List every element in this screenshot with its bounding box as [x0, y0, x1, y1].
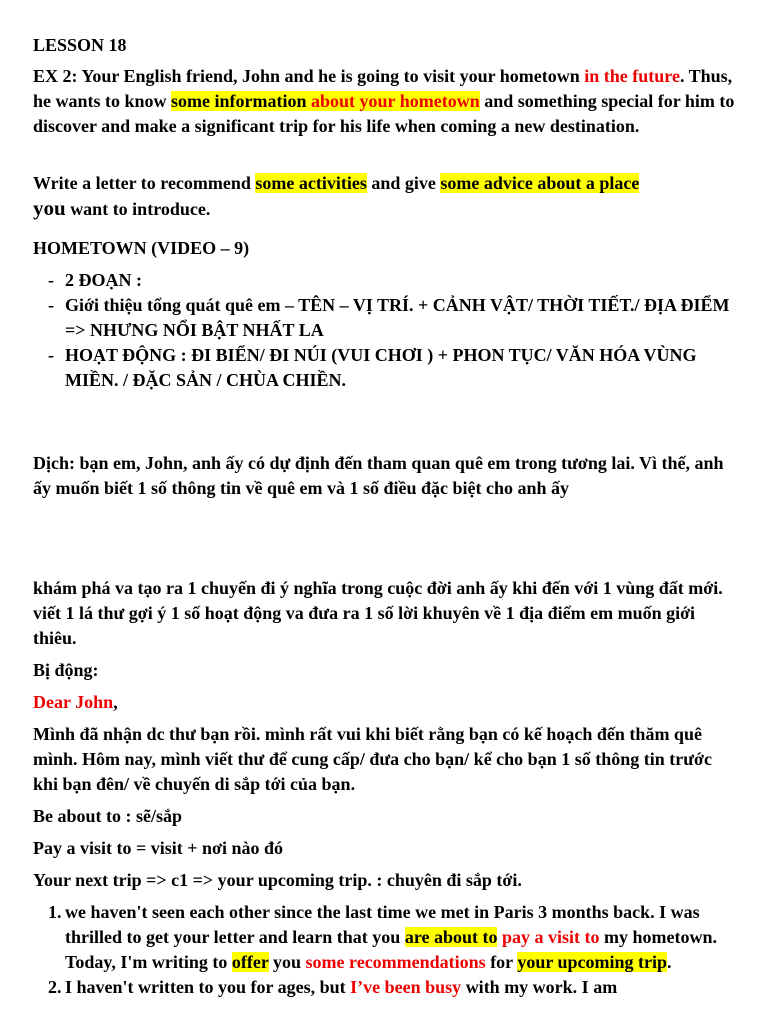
outline-list — [48, 268, 738, 393]
highlighted-red-phrase: about your hometown — [311, 91, 480, 111]
exercise-text: and something special for him to discover and make a significant trip for his life when coming a new destination. — [33, 91, 735, 136]
item-text: you — [268, 952, 306, 972]
item-text: my hometown. Today, I'm writing to — [65, 927, 717, 972]
highlighted-phrase: are about to — [404, 927, 498, 947]
vocab-note: Pay a visit to = visit + nơi nào đó — [33, 838, 284, 858]
item-text: we haven't seen each other since the last time we met in Paris 3 months back. I was thrilled to get your letter and learn that you — [65, 902, 700, 947]
emphasized-word: you — [33, 196, 66, 220]
instruction-text: and give — [366, 173, 441, 193]
translation-paragraph: Dịch: bạn em, John, anh ấy có dự định đến tham quan quê em trong tương lai. Vì thế, anh ấy muốn biết 1 số thông tin về quê em và 1 số điều đặc biệt cho anh ấy — [33, 453, 724, 498]
instruction-text: want to introduce. — [65, 199, 211, 219]
sample-sentence-item — [48, 975, 738, 1000]
vocab-note: Your next trip => c1 => your upcoming trip. : chuyên đi sắp tới. — [33, 870, 522, 890]
sample-sentence-item — [48, 900, 738, 975]
exercise-prompt — [33, 64, 738, 139]
item-text: with my work. I am — [461, 977, 618, 997]
item-number: 1. — [48, 902, 62, 922]
item-number: 2. — [48, 977, 62, 997]
highlighted-phrase: some activities — [255, 173, 367, 193]
outline-item: - 2 ĐOẠN : — [48, 268, 738, 293]
red-phrase: in the future — [584, 66, 680, 86]
highlighted-phrase: some information — [171, 91, 312, 111]
exercise-text: EX 2: Your English friend, John and he is going to visit your hometown — [33, 66, 585, 86]
outline-item: - Giới thiệu tổng quát quê em – TÊN – VỊ TRÍ. + CẢNH VẬT/ THỜI TIẾT./ ĐỊA ĐIỂM => NHƯNG NỔI BẬT NHẤT LA — [48, 293, 738, 343]
item-text: for — [485, 952, 518, 972]
item-text: I haven't written to you for ages, but — [65, 977, 351, 997]
sample-sentences-list — [48, 900, 738, 1000]
red-phrase: pay a visit to — [501, 927, 600, 947]
translation-continued: khám phá va tạo ra 1 chuyến đi ý nghĩa trong cuộc đời anh ấy khi đến với 1 vùng đất mới. viết 1 lá thư gợi ý 1 số hoạt động va đưa ra 1 số lời khuyên về 1 địa điểm em muốn giới thiêu. — [33, 578, 723, 648]
letter-greeting — [33, 690, 738, 715]
vocab-note: Be about to : sẽ/sắp — [33, 806, 183, 826]
hometown-heading: HOMETOWN (VIDEO – 9) — [33, 238, 250, 258]
lesson-title: LESSON 18 — [33, 35, 127, 55]
greeting-comma: , — [113, 692, 118, 712]
highlighted-phrase: some advice about a place — [440, 173, 640, 193]
item-text: . — [667, 952, 672, 972]
red-phrase: I’ve been busy — [350, 977, 462, 997]
red-phrase: some recommendations — [305, 952, 486, 972]
exercise-text: . Thus, he wants to know — [33, 66, 733, 111]
greeting-name: Dear John — [33, 692, 114, 712]
letter-body-vietnamese: Mình đã nhận dc thư bạn rồi. mình rất vui khi biết rằng bạn có kế hoạch đến thăm quê mình. Hôm nay, mình viết thư để cung cấp/ đưa cho bạn/ kể cho bạn 1 số thông tin trước khi bạn đên/ về chuyến di sắp tới của bạn. — [33, 724, 712, 794]
highlighted-phrase: your upcoming trip — [517, 952, 668, 972]
outline-item: - HOẠT ĐỘNG : ĐI BIỂN/ ĐI NÚI (VUI CHƠI ) + PHON TỤC/ VĂN HÓA VÙNG MIỀN. / ĐẶC SẢN / CHÙA CHIỀN. — [48, 343, 738, 393]
passive-label: Bị động: — [33, 660, 99, 680]
letter-instruction — [33, 171, 738, 222]
instruction-text: Write a letter to recommend — [33, 173, 256, 193]
highlighted-phrase: offer — [231, 952, 269, 972]
